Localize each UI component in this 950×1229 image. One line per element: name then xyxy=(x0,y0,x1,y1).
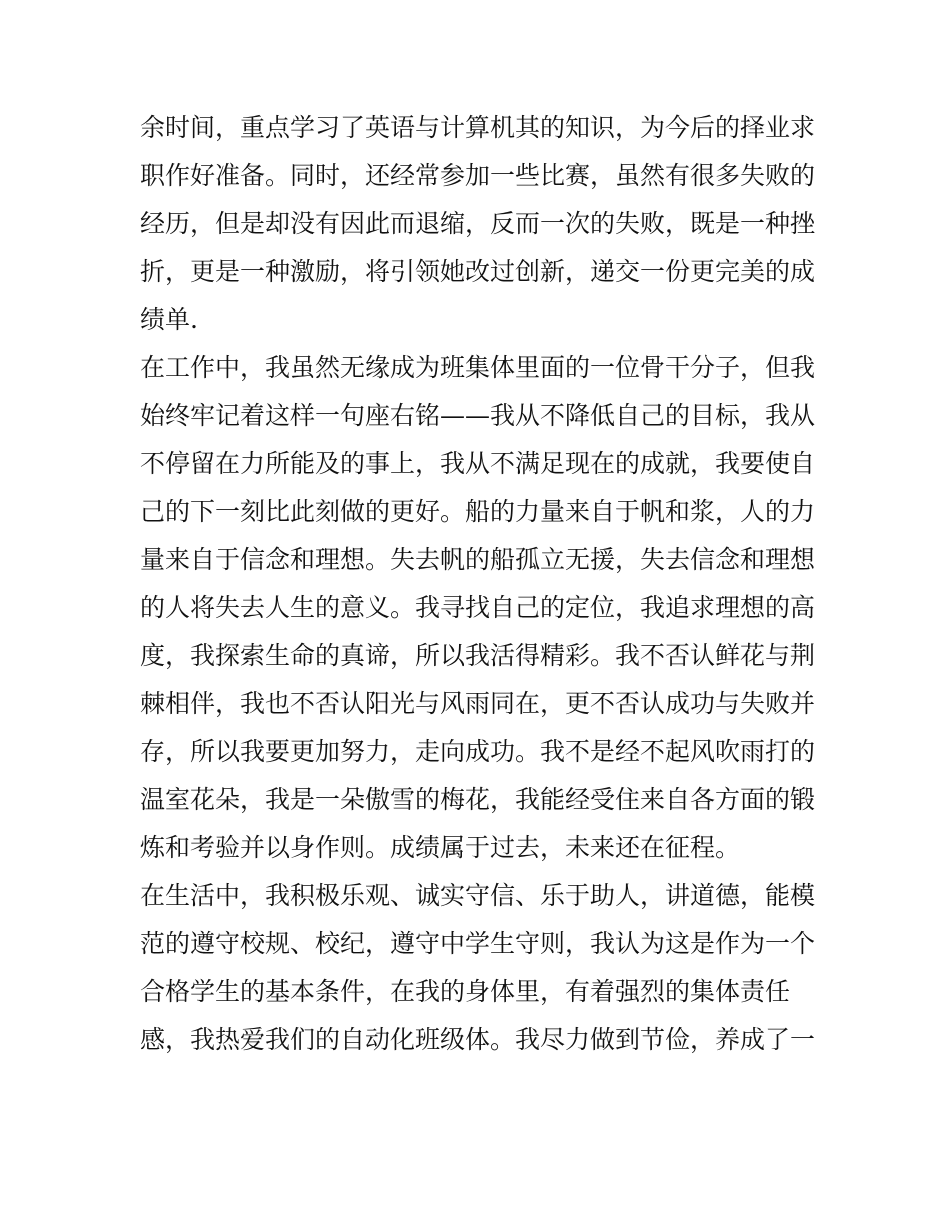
text-line: 范的遵守校规、校纪，遵守中学生守则，我认为这是作为一个 xyxy=(140,929,816,958)
text-line: 炼和考验并以身作则。成绩属于过去，未来还在征程。 xyxy=(140,833,741,862)
paragraph-study xyxy=(140,104,830,344)
text-line: 绩单. xyxy=(140,305,198,334)
text-line: 存，所以我要更加努力，走向成功。我不是经不起风吹雨打的 xyxy=(140,737,816,766)
text-line: 职作好准备。同时，还经常参加一些比赛，虽然有很多失败的 xyxy=(140,161,816,190)
paragraph-work xyxy=(140,344,830,872)
text-line: 感，我热爱我们的自动化班级体。我尽力做到节俭，养成了一 xyxy=(140,1025,816,1054)
paragraph-life xyxy=(140,872,830,1064)
text-line: 经历，但是却没有因此而退缩，反而一次的失败，既是一种挫 xyxy=(140,209,816,238)
text-line: 不停留在力所能及的事上，我从不满足现在的成就，我要使自 xyxy=(140,449,816,478)
text-line: 己的下一刻比此刻做的更好。船的力量来自于帆和浆，人的力 xyxy=(140,497,816,526)
text-line: 在生活中，我积极乐观、诚实守信、乐于助人，讲道德，能模 xyxy=(140,881,816,910)
text-line: 度，我探索生命的真谛，所以我活得精彩。我不否认鲜花与荆 xyxy=(140,641,816,670)
text-line: 始终牢记着这样一句座右铭——我从不降低自己的目标，我从 xyxy=(140,401,816,430)
text-line: 在工作中，我虽然无缘成为班集体里面的一位骨干分子，但我 xyxy=(140,353,816,382)
text-line: 的人将失去人生的意义。我寻找自己的定位，我追求理想的高 xyxy=(140,593,816,622)
document-body xyxy=(140,104,830,1064)
text-line: 棘相伴，我也不否认阳光与风雨同在，更不否认成功与失败并 xyxy=(140,689,816,718)
text-line: 合格学生的基本条件，在我的身体里，有着强烈的集体责任 xyxy=(140,977,791,1006)
text-line: 折，更是一种激励，将引领她改过创新，递交一份更完美的成 xyxy=(140,257,816,286)
text-line: 温室花朵，我是一朵傲雪的梅花，我能经受住来自各方面的锻 xyxy=(140,785,816,814)
text-line: 量来自于信念和理想。失去帆的船孤立无援，失去信念和理想 xyxy=(140,545,816,574)
text-line: 余时间，重点学习了英语与计算机其的知识，为今后的择业求 xyxy=(140,113,816,142)
